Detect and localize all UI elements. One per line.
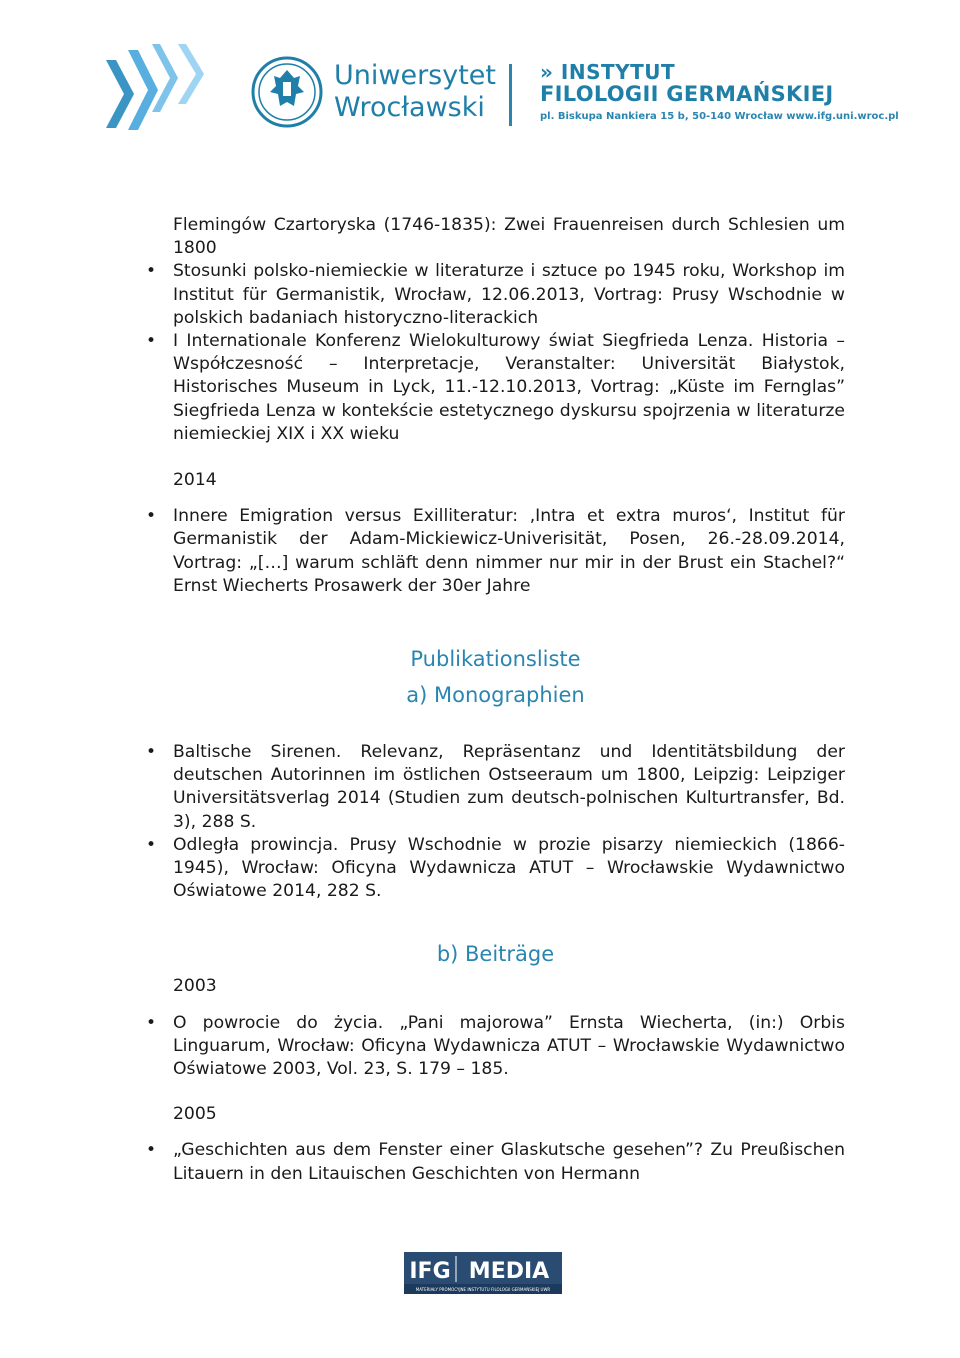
- document-body: [146, 214, 845, 1186]
- bullet-icon: •: [146, 1140, 157, 1161]
- list-item-text: I Internationale Konferenz Wielokulturowy świat Siegfrieda Lenza. Historia – Współczesność – Interpretacje, Veranstalter: Universität Białystok, Historisches Museum in Lyck, 11.-12.10.2013, Vortrag: „Küste im Fernglas” Siegfrieda Lenza w kontekście estetycznego dyskursu spojrzenia w literaturze niemieckiej XIX i XX wieku: [173, 331, 845, 444]
- chevrons-logo-icon: [106, 44, 216, 144]
- list-item: [146, 1012, 845, 1082]
- svg-text:MATERIAŁY PROMOCYJNE INSTYTUTU: MATERIAŁY PROMOCYJNE INSTYTUTU FILOLOGII GERMAŃSKIEJ UWR: [415, 1287, 551, 1292]
- ifg-media-logo-icon: [404, 1252, 562, 1294]
- list-item-text: Stosunki polsko-niemieckie w literaturze i sztuce po 1945 roku, Workshop im Institut für Germanistik, Wrocław, 12.06.2013, Vortrag: Prusy Wschodnie w polskich badaniach historyczno-literackich: [173, 261, 845, 328]
- institute-address: pl. Biskupa Nankiera 15 b, 50-140 Wrocław www.ifg.uni.wroc.pl: [540, 111, 899, 122]
- university-name-line2: Wrocławski: [334, 92, 485, 123]
- list-item-text: O powrocie do życia. „Pani majorowa” Ernsta Wiecherta, (in:) Orbis Linguarum, Wrocław: Oficyna Wydawnicza ATUT – Wrocławskie Wydawnictwo Oświatowe 2003, Vol. 23, S. 179 – 185.: [173, 1012, 845, 1080]
- monographs-heading: a) Monographien: [406, 683, 585, 708]
- svg-text:MEDIA: MEDIA: [468, 1259, 550, 1284]
- year-label-2005: 2005: [173, 1104, 217, 1125]
- page-header: [0, 0, 960, 170]
- list-item: [146, 741, 845, 834]
- list-item: [146, 260, 845, 330]
- bullet-icon: •: [146, 834, 157, 855]
- header-divider: [509, 64, 512, 126]
- year-label-2014: 2014: [173, 470, 217, 491]
- bullet-icon: •: [146, 261, 157, 282]
- contributions-heading: b) Beiträge: [436, 942, 555, 967]
- bullet-icon: •: [146, 331, 157, 352]
- list-item: [146, 505, 845, 598]
- list-item: [146, 834, 845, 904]
- university-name: [334, 60, 496, 124]
- list-item-text: „Geschichten aus dem Fenster einer Glaskutsche gesehen”? Zu Preußischen Litauern in den Litauischen Geschichten von Hermann: [173, 1140, 845, 1184]
- institute-name-line1: » INSTYTUT: [540, 60, 676, 84]
- university-name-line1: Uniwersytet: [334, 60, 496, 91]
- publications-title: Publikationsliste: [410, 647, 581, 672]
- university-seal-icon: [250, 52, 324, 132]
- list-item-text: Innere Emigration versus Exilliteratur: ‚Intra et extra muros‘, Institut für Germanistik der Adam-Mickiewicz-Univerisität, Posen, 26.-28.09.2014, Vortrag: „[…] warum schläft denn nimmer nur mir in der Brust ein Stachel?“ Ernst Wiecherts Prosawerk der 30er Jahre: [173, 506, 845, 596]
- svg-text:IFG: IFG: [409, 1259, 451, 1284]
- list-2003: [146, 1012, 845, 1082]
- list-item: [146, 330, 845, 446]
- year-label-2003: 2003: [173, 976, 217, 997]
- list-item-text: Baltische Sirenen. Relevanz, Repräsentanz und Identitätsbildung der deutschen Autorinnen im östlichen Ostseeraum um 1800, Leipzig: Leipziger Universitätsverlag 2014 (Studien zum deutsch-polnischen Kulturtransfer, Bd. 3), 288 S.: [173, 742, 845, 832]
- list-item: [146, 1139, 845, 1185]
- monographs-list: [146, 741, 845, 903]
- list-2014: [146, 505, 845, 598]
- bullet-icon: •: [146, 742, 157, 763]
- bullet-icon: •: [146, 506, 157, 527]
- list-2005: [146, 1139, 845, 1185]
- list-item-text: Odległa prowincja. Prusy Wschodnie w prozie pisarzy niemieckich (1866-1945), Wrocław: Oficyna Wydawnicza ATUT – Wrocławskie Wydawnictwo Oświatowe 2014, 282 S.: [173, 834, 845, 902]
- institute-name-line2: FILOLOGII GERMAŃSKIEJ: [540, 82, 834, 106]
- continuation-text: Flemingów Czartoryska (1746-1835): Zwei Frauenreisen durch Schlesien um 1800: [173, 215, 845, 259]
- bullet-icon: •: [146, 1012, 157, 1033]
- list-2013: [146, 260, 845, 446]
